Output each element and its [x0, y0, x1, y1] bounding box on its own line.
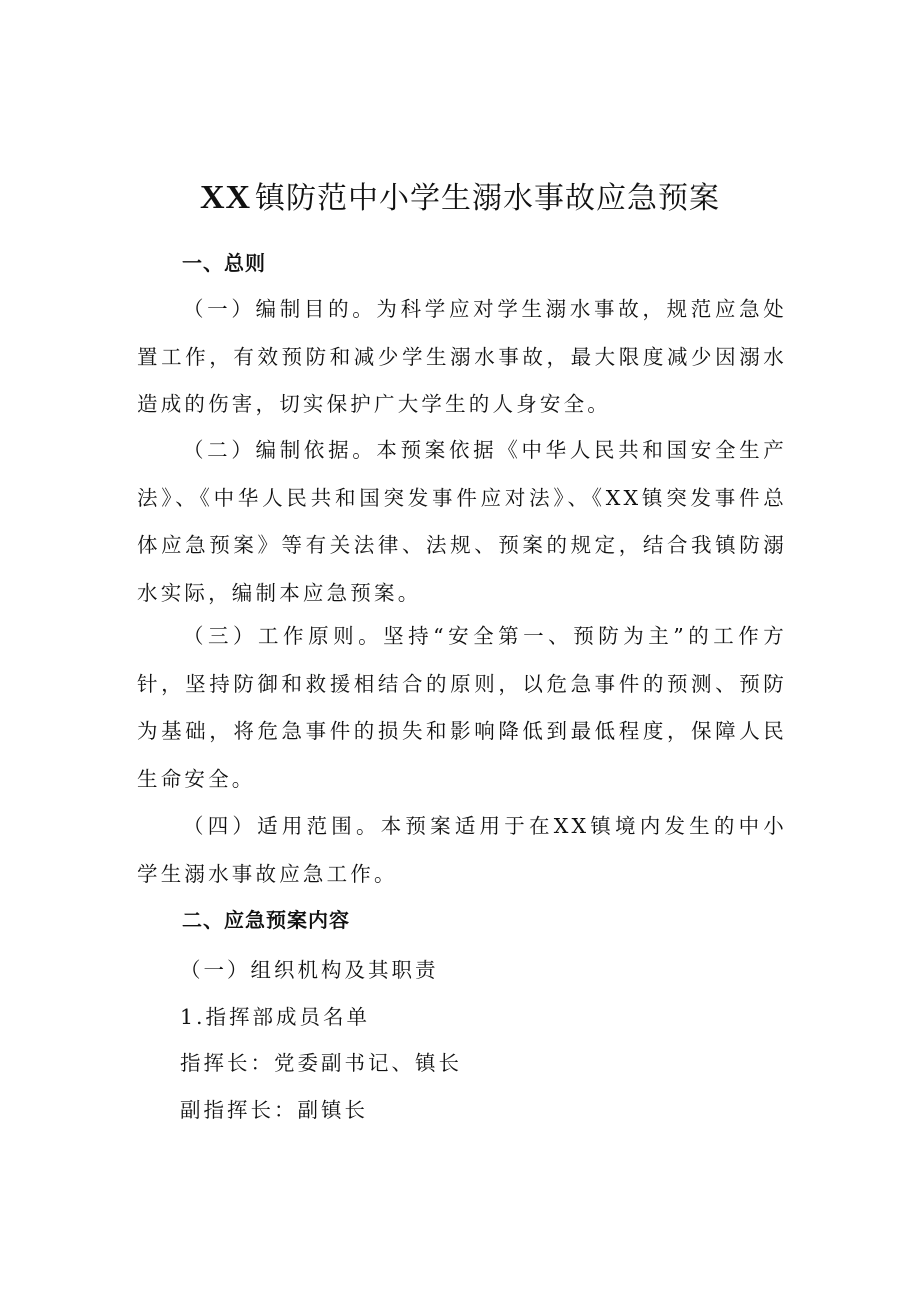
paragraph-purpose: （一）编制目的。为科学应对学生溺水事故，规范应急处置工作，有效预防和减少学生溺水事故，最大限度减少因溺水造成的伤害，切实保护广大学生的人身安全。	[137, 297, 787, 416]
section-heading-general: 一、总则	[182, 251, 266, 275]
paragraph-principles: （三）工作原则。坚持“安全第一、预防为主”的工作方针，坚持防御和救援相结合的原则，以危急事件的预测、预防为基础，将危急事件的损失和影响降低到最低程度，保障人民生命安全。	[137, 624, 787, 791]
title-text: 镇防范中小学生溺水事故应急预案	[255, 181, 721, 216]
document-title	[0, 172, 920, 225]
text-commander: 指挥长：党委副书记、镇长	[180, 1051, 462, 1075]
paragraph-basis: （二）编制依据。本预案依据《中华人民共和国安全生产法》、《中华人民共和国突发事件应对法》、《XX镇突发事件总体应急预案》等有关法律、法规、预案的规定，结合我镇防溺水实际，编制本应急预案。	[137, 438, 787, 605]
title-prefix: XX	[199, 179, 252, 216]
subheading-organization: （一）组织机构及其职责	[180, 958, 439, 982]
section-heading-plan-content: 二、应急预案内容	[182, 908, 350, 932]
paragraph-scope: （四）适用范围。本预案适用于在XX镇境内发生的中小学生溺水事故应急工作。	[137, 814, 787, 886]
text-deputy-commander: 副指挥长：副镇长	[180, 1098, 368, 1122]
list-item-member-list: 1.指挥部成员名单	[180, 1005, 371, 1029]
